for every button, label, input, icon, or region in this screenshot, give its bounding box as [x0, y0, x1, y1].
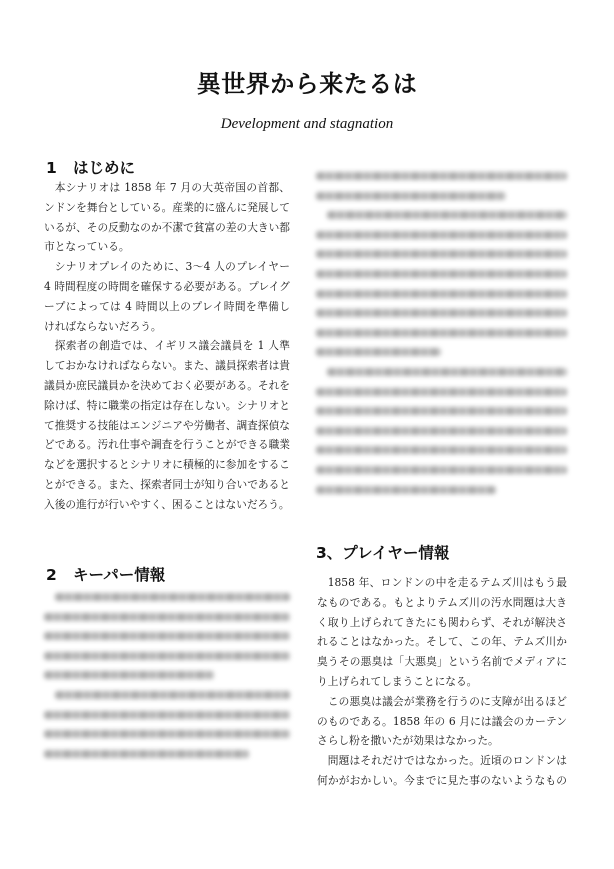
- paragraph-line: 本シナリオは 1858 年 7 月の大英帝国の首都、: [54, 181, 290, 194]
- blurred-text-line: [316, 342, 567, 362]
- section-body-player-info: [317, 573, 567, 791]
- paragraph: [317, 751, 567, 791]
- paragraph: [44, 178, 290, 257]
- paragraph-line: く取り上げられてきたにも関わらず、それが解決さ: [317, 615, 567, 629]
- blurred-text-line: [316, 382, 567, 402]
- paragraph-line: しておかなければならない。また、議員探索者は貴: [44, 359, 290, 373]
- blurred-text-line: [316, 362, 567, 382]
- section-heading-keeper-info: [46, 565, 165, 585]
- paragraph-line: 市となっている。: [44, 240, 130, 254]
- paragraph-line: 臭うその悪臭は「大悪臭」という名前でメディアに: [317, 655, 567, 669]
- paragraph-line: この悪臭は議会が業務を行うのに支障が出るほど: [327, 694, 567, 708]
- paragraph: [44, 257, 290, 336]
- paragraph-line: 除けば、特に職業の指定は存在しない。シナリオと: [44, 398, 290, 412]
- paragraph-line: り上げられてしまうことになる。: [317, 674, 478, 688]
- blurred-text-line: [44, 665, 290, 685]
- blurred-text-line: [44, 705, 290, 725]
- blurred-text-block: [316, 166, 567, 499]
- section-heading-player-info: 3、プレイヤー情報: [316, 544, 450, 562]
- paragraph-line: のものである。1858 年の 6 月には議会のカーテン: [317, 714, 567, 728]
- paragraph-line: 何かがおかしい。今までに見た事のないようなもの: [317, 773, 567, 787]
- blurred-text-line: [44, 744, 290, 764]
- blurred-text-line: [44, 685, 290, 705]
- blurred-text-line: [316, 440, 567, 460]
- paragraph-line: さらし粉を撒いたが効果はなかった。: [317, 734, 499, 748]
- paragraph-line: 入後の進行が行いやすく、困ることはないだろう。: [44, 497, 290, 511]
- blurred-text-line: [44, 626, 290, 646]
- paragraph: [44, 336, 290, 514]
- paragraph-line: ければならないだろう。: [44, 319, 162, 333]
- section-title: はじめに: [73, 159, 136, 177]
- paragraph-line: シナリオプレイのために、3〜4 人のプレイヤー: [54, 260, 290, 274]
- paragraph-line: いるが、その反動なのか不潔で貧富の差の大きい都: [44, 220, 290, 234]
- blurred-text-line: [44, 646, 290, 666]
- document-subtitle: Development and stagnation: [220, 116, 394, 132]
- paragraph-line: 4 時間程度の時間を確保する必要がある。プレイグ: [44, 279, 290, 293]
- paragraph-line: 問題はそれだけではなかった。近頃のロンドンは: [327, 754, 567, 768]
- paragraph-line: れることはなかった。そして、この年、テムズ川か: [317, 635, 567, 649]
- blurred-text-line: [44, 724, 290, 744]
- blurred-text-line: [316, 284, 567, 304]
- blurred-text-line: [316, 480, 567, 500]
- blurred-text-block: [44, 587, 290, 763]
- paragraph: [317, 573, 567, 692]
- blurred-text-line: [316, 303, 567, 323]
- blurred-text-line: [316, 244, 567, 264]
- section-heading-introduction: [46, 158, 135, 178]
- section-number: 2: [46, 566, 57, 584]
- paragraph-line: 1858 年、ロンドンの中を走るテムズ川はもう最: [327, 576, 567, 589]
- blurred-text-line: [44, 607, 290, 627]
- blurred-text-line: [316, 401, 567, 421]
- paragraph-line: とができる。また、探索者同士が知り合いであると: [44, 477, 290, 491]
- paragraph-line: などを選択するとシナリオに積極的に参加をするこ: [44, 458, 290, 472]
- paragraph-line: なものである。もとよりテムズ川の汚水問題は大き: [317, 595, 567, 609]
- blurred-text-line: [44, 587, 290, 607]
- blurred-text-line: [316, 205, 567, 225]
- document-title: 異世界から来たるは: [196, 69, 418, 98]
- paragraph-line: ンドンを舞台としている。産業的に盛んに発展して: [44, 200, 290, 214]
- paragraph-line: どである。汚れ仕事や調査を行うことができる職業: [44, 438, 290, 452]
- section-title: キーパー情報: [73, 566, 166, 584]
- paragraph-line: 議員か庶民議員かを決めておく必要がある。それを: [44, 378, 290, 392]
- section-number: 1: [46, 159, 57, 177]
- paragraph: [317, 692, 567, 751]
- section-body-introduction: [44, 178, 290, 515]
- blurred-text-line: [316, 460, 567, 480]
- paragraph-line: て推奨する技能はエンジニアや労働者、調査探偵な: [44, 418, 290, 432]
- paragraph-line: ープによっては 4 時間以上のプレイ時間を準備し: [44, 299, 290, 313]
- blurred-text-line: [316, 323, 567, 343]
- blurred-text-line: [316, 264, 567, 284]
- blurred-text-line: [316, 225, 567, 245]
- paragraph-line: 探索者の創造では、イギリス議会議員を 1 人準: [54, 339, 290, 353]
- blurred-text-line: [316, 421, 567, 441]
- blurred-text-line: [316, 166, 567, 186]
- blurred-text-line: [316, 186, 567, 206]
